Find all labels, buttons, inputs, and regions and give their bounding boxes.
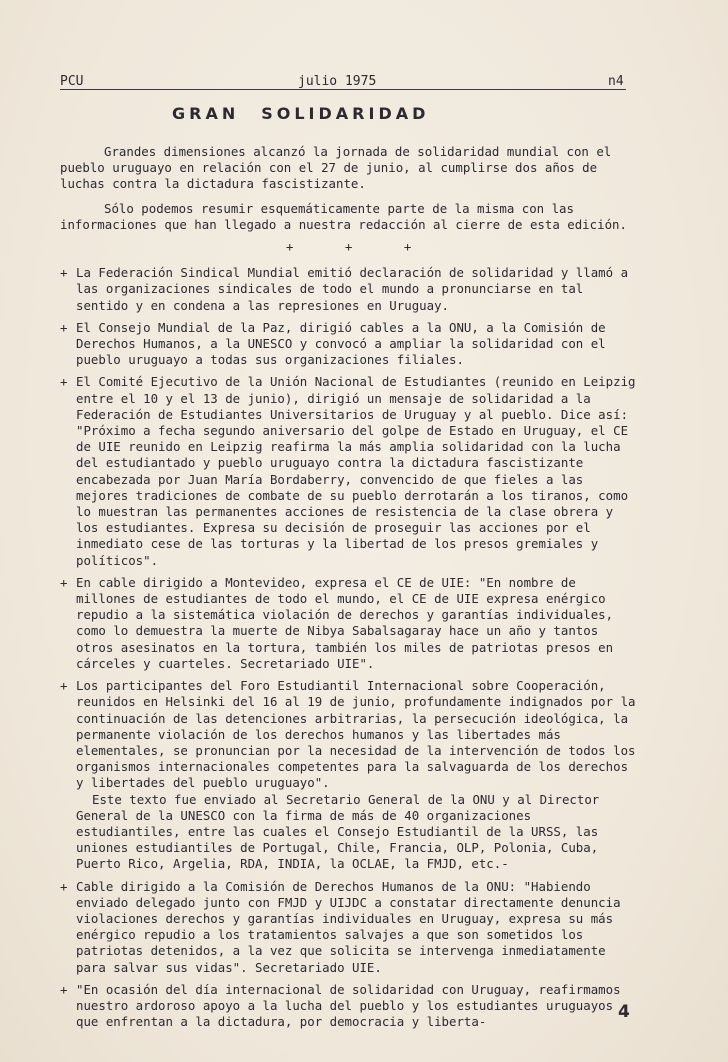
bullet-marker: + — [60, 981, 68, 997]
list-item-text: Los participantes del Foro Estudiantil Internacional sobre Cooperación, reunidos en Helsinki del 16 al 19 de junio, profundamente indignados por la continuación de las detenciones arbitrarias, la persecución ideológica, la permanente violación de los derechos humanos y las libertades más elementales, se pronuncian por la necesidad de la intervención de todos los organismos internacionales competentes para la salvaguarda de los derechos y libertades del pueblo uruguayo". — [76, 678, 636, 791]
page-header — [60, 74, 626, 92]
list-item — [60, 982, 640, 1031]
header-date: julio 1975 — [298, 74, 377, 89]
list-item-text: En cable dirigido a Montevideo, expresa el CE de UIE: "En nombre de millones de estudiantes de todo el mundo, el CE de UIE expresa enérgico repudio a la sistemática violación de derechos y garantías individuales, como lo demuestra la muerte de Nibya Sabalsagaray hace un año y tantos otros asesinatos en la tortura, también los miles de patriotas presos en cárceles y cuarteles. Secretariado UIE". — [76, 574, 614, 671]
bullet-marker: + — [60, 265, 68, 281]
intro-paragraph: Sólo podemos resumir esquemáticamente parte de la misma con las informaciones que han llegado a nuestra redacción al cierre de esta edición. — [60, 200, 627, 232]
title-word-2: SOLIDARIDAD — [261, 104, 430, 123]
header-rule — [60, 89, 626, 90]
bullet-marker: + — [60, 678, 68, 694]
header-issue: n4 — [608, 74, 624, 89]
list-item-text: El Consejo Mundial de la Paz, dirigió cables a la ONU, a la Comisión de Derechos Humanos, a la UNESCO y convocó a ampliar la solidaridad con el pueblo uruguayo a todas sus organizaciones filiales. — [76, 319, 606, 368]
title-word-1: GRAN — [172, 104, 240, 123]
page-number: 4 — [618, 1002, 630, 1022]
bullet-marker: + — [60, 374, 68, 390]
list-item — [60, 575, 640, 672]
list-item-text: "En ocasión del día internacional de solidaridad con Uruguay, reafirmamos nuestro ardoroso apoyo a la lucha del pueblo y los estudiantes uruguayos que enfrentan a la dictadura, por democracia y liberta- — [76, 981, 621, 1030]
list-item — [60, 374, 640, 568]
intro-paragraph: Grandes dimensiones alcanzó la jornada de solidaridad mundial con el pueblo uruguayo en relación con el 27 de junio, al cumplirse dos años de luchas contra la dictadura fascistizante. — [60, 144, 612, 192]
list-item-text: El Comité Ejecutivo de la Unión Nacional de Estudiantes (reunido en Leipzig entre el 10 y el 13 de junio), dirigió un mensaje de solidaridad a la Federación de Estudiantes Universitarios de Uruguay y al pueblo. Dice así: "Próximo a fecha segundo aniversario del golpe de Estado en Uruguay, el CE de UIE reunido en Leipzig reafirma la más amplia solidaridad con la lucha del estudiantado y pueblo uruguayo contra la dictadura fascistizante encabezada por Juan María Bordaberry, convencido de que fieles a las mejores tradiciones de combate de su pueblo derrotarán a los tiranos, como lo muestran las permanentes acciones de resistencia de la clase obrera y los estudiantes. Expresa su decisión de proseguir las acciones por el inmediato cese de las torturas y la libertad de los presos gremiales y políticos". — [76, 374, 636, 568]
list-item-text: Cable dirigido a la Comisión de Derechos Humanos de la ONU: "Habiendo enviado delegado junto con FMJD y UIJDC a constatar directamente denuncia violaciones derechos y garantías individuales en Uruguay, expresa su más enérgico repudio a los tratamientos salvajes a que son sometidos los patriotas detenidos, a la vez que solicita se intervenga inmediatamente para salvar sus vidas". Secretariado UIE. — [76, 878, 621, 975]
list-item-continuation: Este texto fue enviado al Secretario General de la ONU y al Director General de la UNESCO con la firma de más de 40 organizaciones estudiantiles, entre las cuales el Consejo Estudiantil de la URSS, las uniones estudiantiles de Portugal, Chile, Francia, OLP, Polonia, Cuba, Puerto Rico, Argelia, RDA, INDIA, la OCLAE, la FMJD, etc.- — [76, 791, 600, 872]
list-item — [60, 265, 640, 314]
list-item — [60, 678, 640, 872]
header-publication: PCU — [60, 74, 84, 89]
section-separator: + + + — [286, 239, 434, 255]
list-item-text: La Federación Sindical Mundial emitió declaración de solidaridad y llamó a las organizaciones sindicales de todo el mundo a pronunciarse en tal sentido y en condena a las represiones en Uruguay. — [76, 265, 629, 313]
list-item — [60, 879, 640, 976]
bullet-marker: + — [60, 574, 68, 590]
article-title — [172, 104, 429, 123]
list-item — [60, 320, 640, 369]
article-body — [60, 144, 640, 1036]
bullet-marker: + — [60, 319, 68, 335]
bullet-marker: + — [60, 878, 68, 894]
